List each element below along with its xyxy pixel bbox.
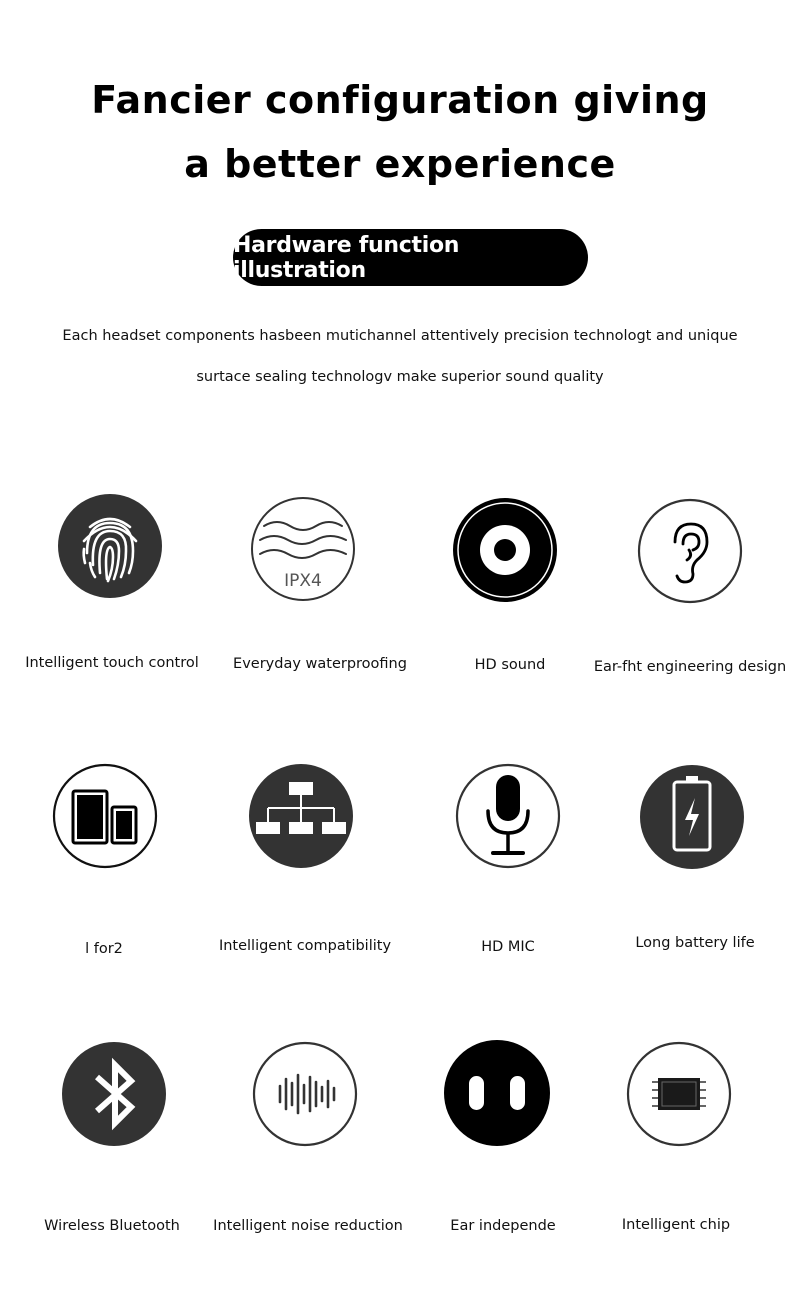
feature-label-one-for-two: l for2 [85, 941, 123, 957]
devices-icon [52, 763, 158, 869]
network-icon [248, 763, 354, 869]
earbuds-icon [444, 1040, 550, 1146]
feature-label-touch-control: Intelligent touch control [25, 655, 199, 671]
microphone-icon [455, 763, 561, 869]
waves-icon [250, 496, 356, 602]
feature-label-ear-fit: Ear-fht engineering design [593, 659, 787, 675]
feature-label-chip: Intelligent chip [621, 1217, 731, 1233]
feature-label-battery-life: Long battery life [635, 935, 755, 951]
ear-icon [637, 498, 743, 604]
feature-label-waterproofing: Everyday waterproofing [233, 656, 407, 672]
feature-label-hd-mic: HD MIC [481, 939, 535, 955]
feature-label-compatibility: Intelligent compatibility [218, 938, 392, 954]
feature-label-hd-sound: HD sound [474, 657, 546, 673]
page-title-line-2: a better experience [184, 142, 616, 186]
ipx4-text: IPX4 [284, 571, 322, 591]
chip-icon [626, 1041, 732, 1147]
hardware-badge-label: Hardware function illustration [233, 232, 460, 283]
bluetooth-icon [61, 1041, 167, 1147]
feature-label-ear-independent: Ear independe [450, 1218, 556, 1234]
feature-label-bluetooth: Wireless Bluetooth [44, 1218, 180, 1234]
page-title-line-1: Fancier configuration giving [91, 78, 709, 122]
speaker-icon [452, 497, 558, 603]
description-line-1: Each headset components hasbeen mutichannel attentively precision technologt and unique [62, 328, 738, 344]
hardware-badge [233, 229, 588, 286]
feature-label-noise-reduction: Intelligent noise reduction [213, 1218, 403, 1234]
fingerprint-icon [57, 493, 163, 599]
battery-icon [639, 764, 745, 870]
description-line-2: surtace sealing technologv make superior sound quality [196, 369, 604, 385]
soundwave-icon [252, 1041, 358, 1147]
